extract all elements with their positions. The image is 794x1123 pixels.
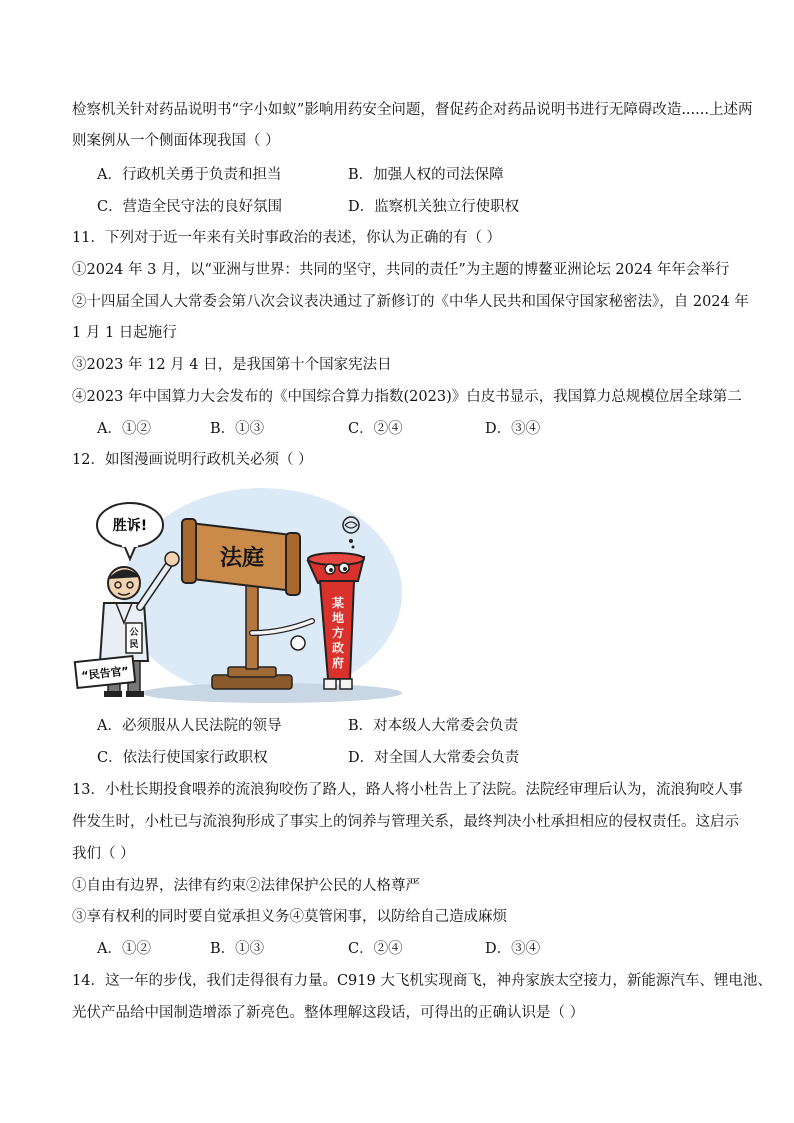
question-12-stem: 12．如图漫画说明行政机关必须（ ） bbox=[72, 452, 313, 468]
citizen-badge-text-1: 公 bbox=[129, 628, 139, 638]
q11-option-b: B．①③ bbox=[210, 421, 265, 437]
q13-option-b: B．①③ bbox=[210, 941, 265, 957]
q13-option-d: D．③④ bbox=[485, 941, 541, 957]
q12-option-a: A．必须服从人民法院的领导 bbox=[97, 718, 282, 734]
question-10-stem-line-2: 则案例从一个侧面体现我国（ ） bbox=[72, 133, 280, 149]
q11-statement-3: ③2023 年 12 月 4 日，是我国第十个国家宪法日 bbox=[72, 357, 392, 373]
q13-option-a: A．①② bbox=[97, 941, 151, 957]
question-13-stem-line-2: 件发生时，小杜已与流浪狗形成了事实上的饲养与管理关系，最终判决小杜承担相应的侵权责任。这启示 bbox=[72, 814, 739, 830]
question-13-stem-line-1: 13．小杜长期投食喂养的流浪狗咬伤了路人，路人将小杜告上了法院。法院经审理后认为，流浪狗咬人事 bbox=[72, 782, 743, 798]
q10-option-b: B．加强人权的司法保障 bbox=[348, 167, 504, 183]
q11-option-c: C．②④ bbox=[348, 421, 403, 437]
q11-statement-1: ①2024 年 3 月，以“亚洲与世界：共同的坚守，共同的责任”为主题的博鳌亚洲论坛 2024 年年会举行 bbox=[72, 262, 730, 278]
q11-statement-2: ②十四届全国人大常委会第八次会议表决通过了新修订的《中华人民共和国保守国家秘密法》，自 2024 年 bbox=[72, 294, 749, 310]
question-14-stem-line-2: 光伏产品给中国制造增添了新亮色。整体理解这段话，可得出的正确认识是（ ） bbox=[72, 1005, 585, 1021]
citizen-badge-text-2: 民 bbox=[129, 640, 139, 650]
question-14-stem-line-1: 14．这一年的步伐，我们走得很有力量。C919 大飞机实现商飞，神舟家族太空接力，新能源汽车、锂电池、 bbox=[72, 973, 772, 989]
q10-option-c: C．营造全民守法的良好氛围 bbox=[97, 199, 283, 215]
question-10-stem-line-1: 检察机关针对药品说明书“字小如蚁”影响用药安全问题，督促药企对药品说明书进行无障碍改造......上述两 bbox=[72, 102, 753, 118]
q11-option-d: D．③④ bbox=[485, 421, 541, 437]
stamp-char-4: 政 bbox=[331, 641, 345, 655]
q13-statements-3-4: ③享有权利的同时要自觉承担义务④莫管闲事，以防给自己造成麻烦 bbox=[72, 909, 507, 925]
sign-text: “民告官” bbox=[80, 664, 130, 683]
question-13-stem-line-3: 我们（ ） bbox=[72, 846, 135, 862]
speech-text: 胜诉! bbox=[112, 518, 148, 534]
q12-option-c: C．依法行使国家行政职权 bbox=[97, 750, 268, 766]
q11-statement-2-cont: 1 月 1 日起施行 bbox=[72, 325, 177, 341]
q11-statement-4: ④2023 年中国算力大会发布的《中国综合算力指数(2023)》白皮书显示，我国算力总规模位居全球第二 bbox=[72, 389, 742, 405]
q13-statements-1-2: ①自由有边界，法律有约束②法律保护公民的人格尊严 bbox=[72, 878, 420, 894]
stamp-char-3: 方 bbox=[331, 626, 345, 640]
sign bbox=[75, 656, 135, 688]
gavel-label: 法庭 bbox=[219, 546, 265, 571]
stamp-char-5: 府 bbox=[331, 656, 345, 670]
q10-option-d: D．监察机关独立行使职权 bbox=[348, 199, 520, 215]
q11-option-a: A．①② bbox=[97, 421, 151, 437]
stamp-char-2: 地 bbox=[331, 611, 345, 625]
q10-option-a: A．行政机关勇于负责和担当 bbox=[97, 167, 282, 183]
q12-option-d: D．对全国人大常委会负责 bbox=[348, 750, 520, 766]
q13-option-c: C．②④ bbox=[348, 941, 403, 957]
q12-option-b: B．对本级人大常委会负责 bbox=[348, 718, 519, 734]
cartoon-illustration bbox=[72, 483, 402, 705]
stamp-char-1: 某 bbox=[331, 596, 345, 610]
question-11-stem: 11．下列对于近一年来有关时事政治的表述，你认为正确的有（ ） bbox=[72, 230, 502, 246]
